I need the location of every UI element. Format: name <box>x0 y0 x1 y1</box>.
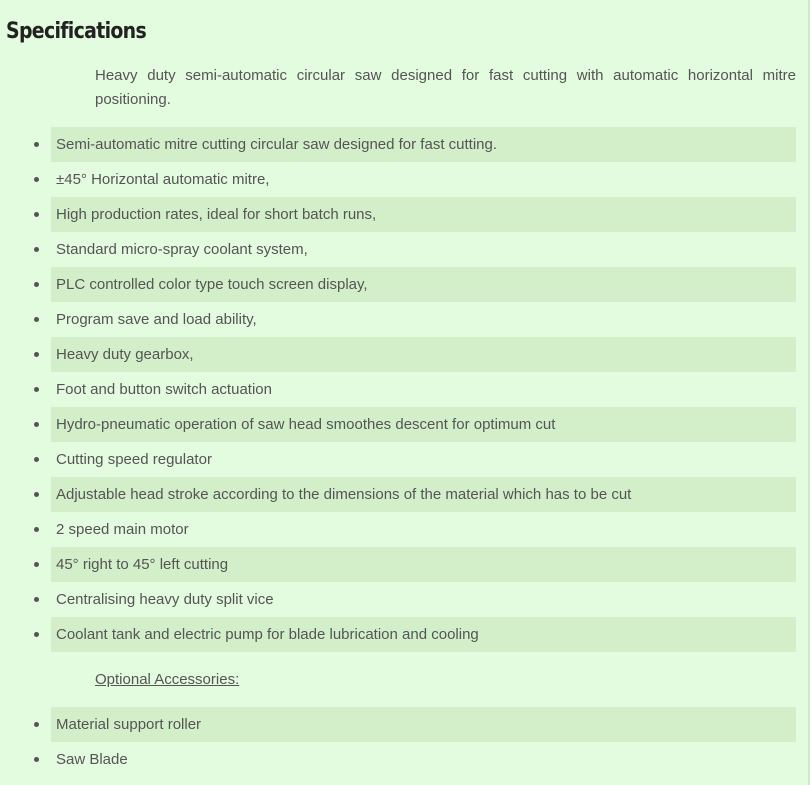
spec-text: Foot and button switch actuation <box>56 381 272 398</box>
spec-text: Standard micro-spray coolant system, <box>56 241 308 258</box>
spec-text: Centralising heavy duty split vice <box>56 591 274 608</box>
bullet-icon <box>34 527 39 532</box>
spec-text: PLC controlled color type touch screen display, <box>51 267 796 302</box>
bullet-icon <box>34 632 39 637</box>
product-description: Heavy duty semi-automatic circular saw designed for fast cutting with automatic horizontal mitre positioning. <box>95 67 796 108</box>
bullet-icon <box>34 492 39 497</box>
bullet-icon <box>34 457 39 462</box>
spec-text: 2 speed main motor <box>56 521 189 538</box>
list-item <box>0 197 810 232</box>
spec-text: Coolant tank and electric pump for blade lubrication and cooling <box>51 617 796 652</box>
bullet-icon <box>34 317 39 322</box>
list-item <box>0 442 810 477</box>
bullet-icon <box>34 562 39 567</box>
accessory-text: Saw Blade <box>56 751 128 768</box>
spec-text: Adjustable head stroke according to the dimensions of the material which has to be cut <box>51 477 796 512</box>
bullet-icon <box>34 722 39 727</box>
bullet-icon <box>34 422 39 427</box>
bullet-icon <box>34 387 39 392</box>
list-item <box>0 302 810 337</box>
list-item <box>0 617 810 652</box>
list-item <box>0 337 810 372</box>
list-item <box>0 742 810 777</box>
list-item <box>0 232 810 267</box>
bullet-icon <box>34 247 39 252</box>
spec-text: 45° right to 45° left cutting <box>51 547 796 582</box>
bullet-icon <box>34 142 39 147</box>
list-item <box>0 582 810 617</box>
spec-text: Semi-automatic mitre cutting circular saw designed for fast cutting. <box>51 127 796 162</box>
accessory-text: Material support roller <box>51 707 796 742</box>
spec-text: Hydro-pneumatic operation of saw head smoothes descent for optimum cut <box>51 407 796 442</box>
bullet-icon <box>34 282 39 287</box>
list-item <box>0 372 810 407</box>
list-item <box>0 477 810 512</box>
bullet-icon <box>34 757 39 762</box>
bullet-icon <box>34 177 39 182</box>
page-title: Specifications <box>6 19 147 44</box>
list-item <box>0 127 810 162</box>
list-item <box>0 547 810 582</box>
specifications-list <box>0 127 810 652</box>
bullet-icon <box>34 597 39 602</box>
list-item <box>0 707 810 742</box>
spec-text: ±45° Horizontal automatic mitre, <box>56 171 270 188</box>
spec-text: High production rates, ideal for short batch runs, <box>51 197 796 232</box>
spec-text: Heavy duty gearbox, <box>51 337 796 372</box>
list-item <box>0 407 810 442</box>
spec-text: Program save and load ability, <box>56 311 257 328</box>
bullet-icon <box>34 352 39 357</box>
list-item <box>0 267 810 302</box>
spec-text: Cutting speed regulator <box>56 451 212 468</box>
list-item <box>0 162 810 197</box>
list-item <box>0 512 810 547</box>
accessories-list <box>0 707 810 777</box>
bullet-icon <box>34 212 39 217</box>
optional-accessories-heading: Optional Accessories: <box>95 671 240 688</box>
